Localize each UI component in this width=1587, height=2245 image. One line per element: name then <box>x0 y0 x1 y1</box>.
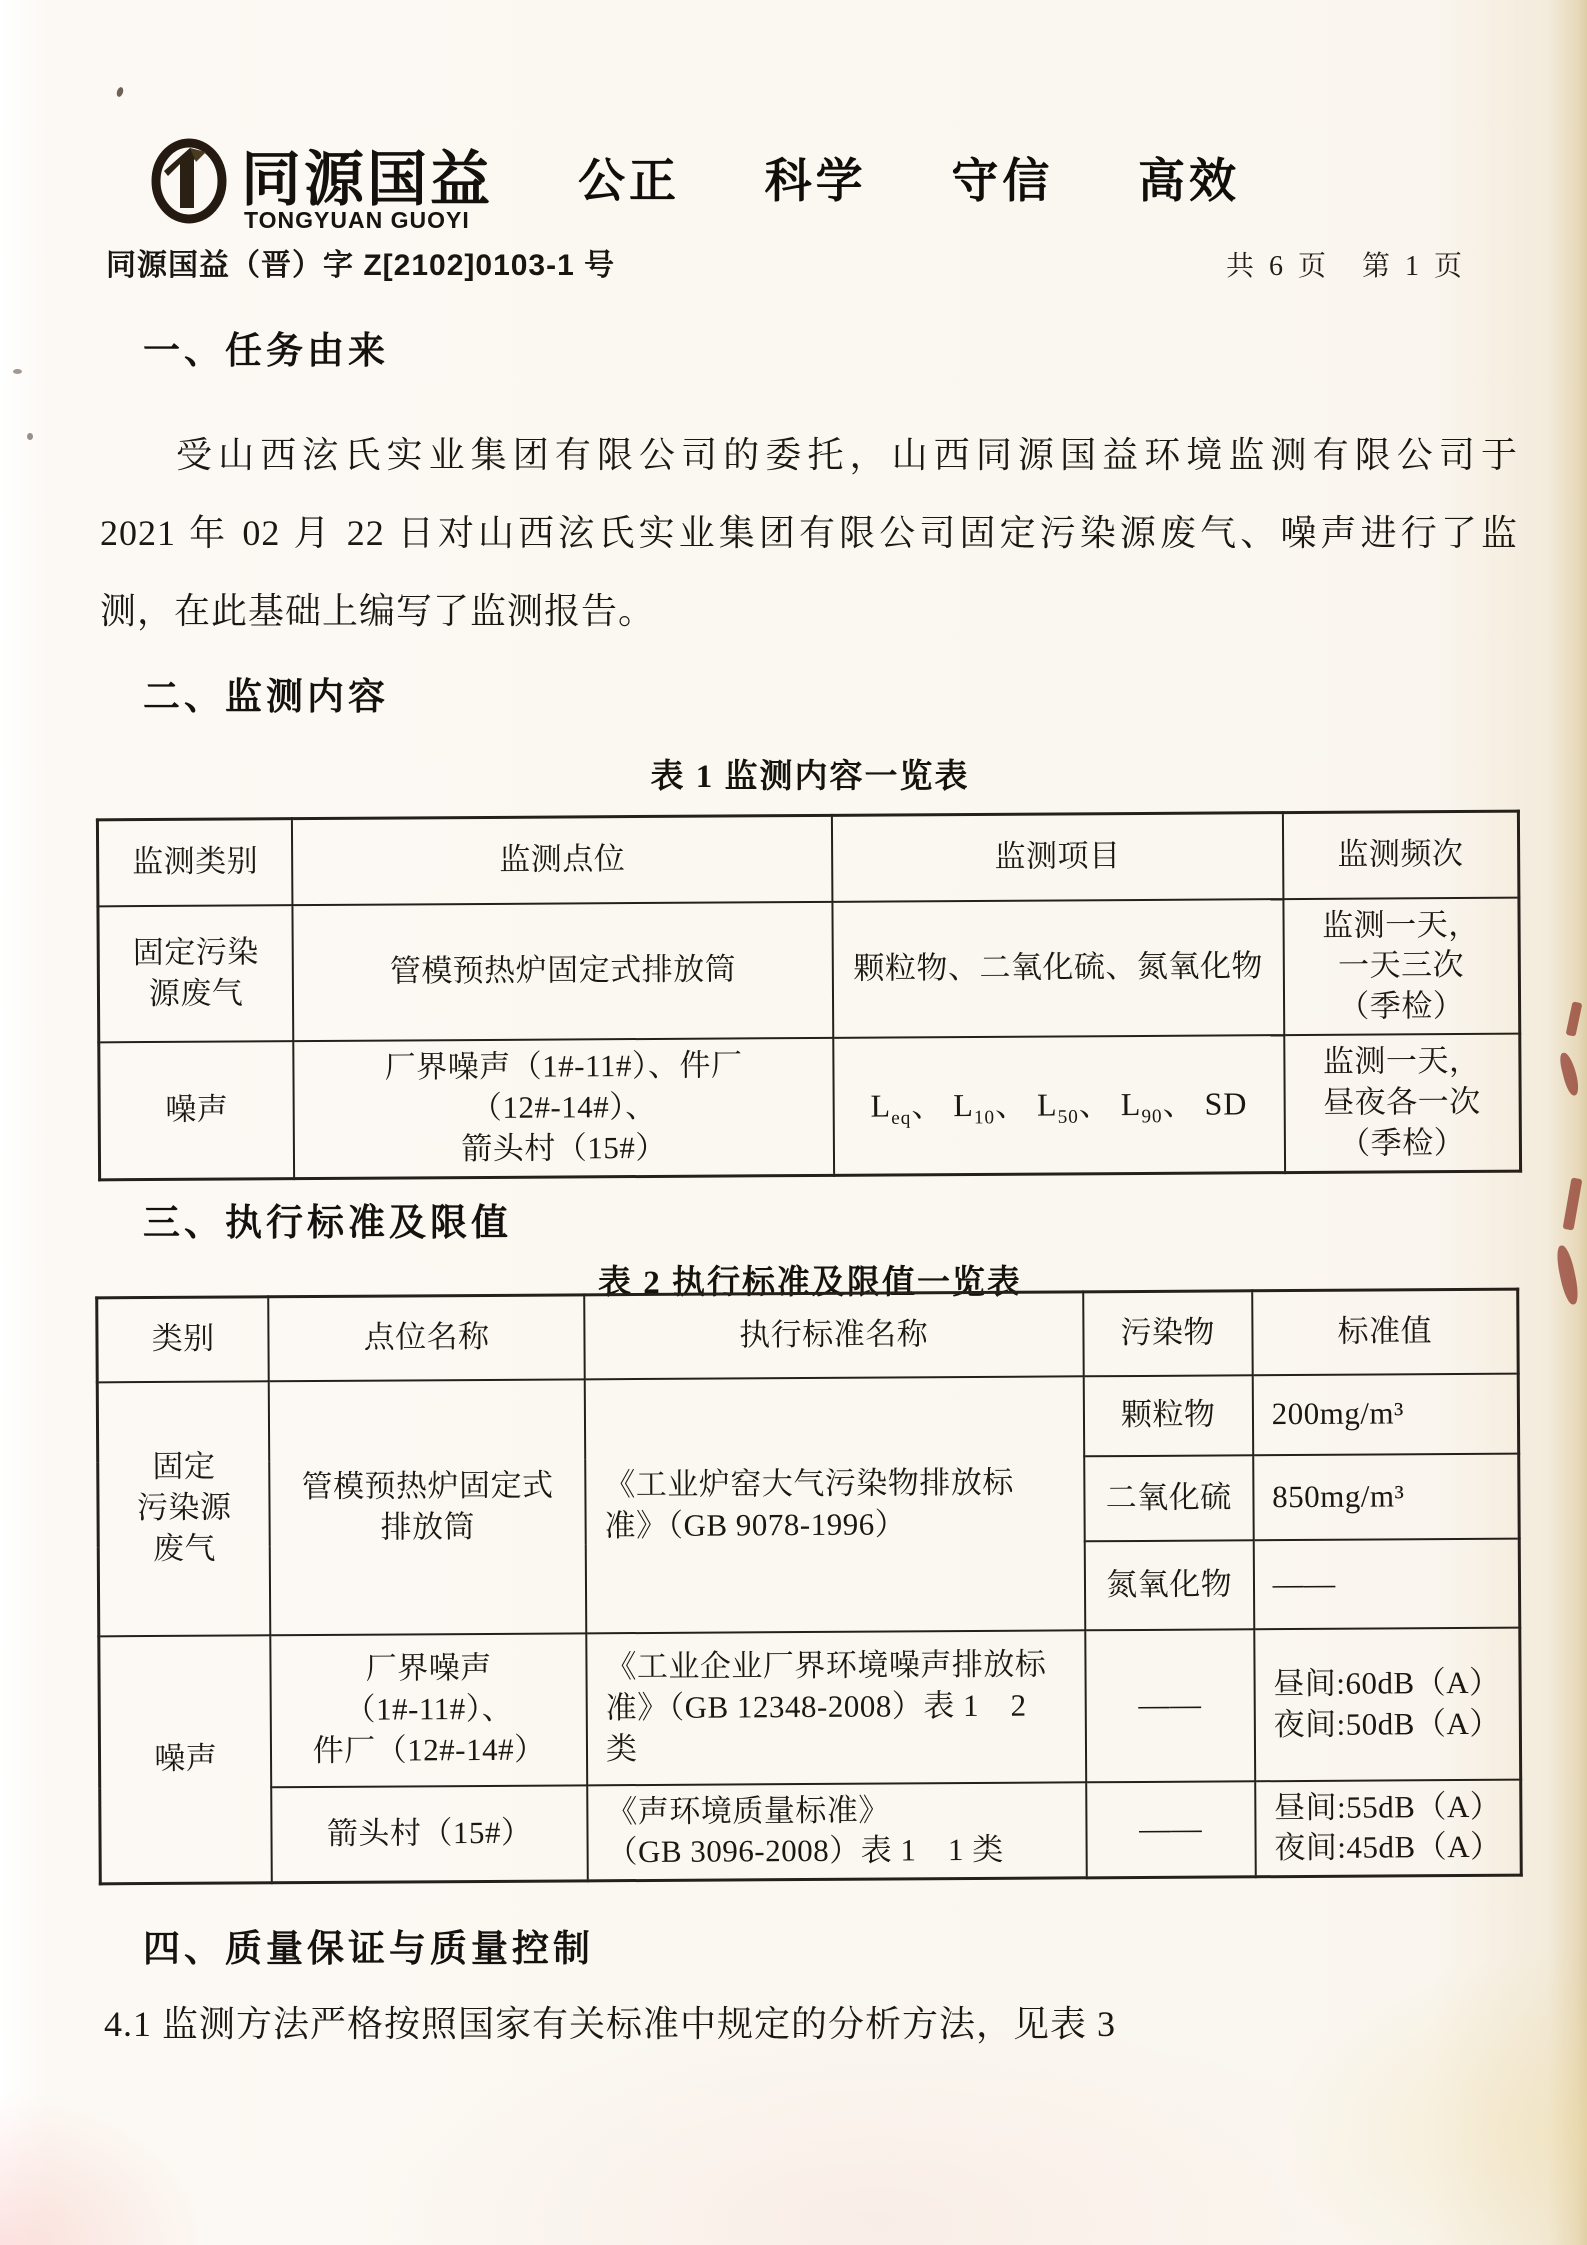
document-number: 同源国益（晋）字 Z[2102]0103-1 号 <box>106 249 616 282</box>
edge-ink-mark <box>1563 1177 1583 1230</box>
cell-pollutant: 氮氧化物 <box>1084 1540 1254 1630</box>
cell-pollutant: 二氧化硫 <box>1084 1455 1254 1541</box>
standards-limits-table <box>95 1288 1523 1886</box>
cell-limit: 昼间:60dB（A） 夜间:50dB（A） <box>1254 1627 1521 1781</box>
clause-4-1: 4.1 监测方法严格按照国家有关标准中规定的分析方法，见表 3 <box>104 2004 1117 2044</box>
cell-category: 噪声 <box>99 1041 295 1179</box>
col-header-pollutant: 污染物 <box>1083 1291 1253 1376</box>
table-header-row <box>97 1289 1518 1382</box>
table-row-village-noise <box>100 1779 1522 1884</box>
cell-pollutant: —— <box>1086 1781 1256 1878</box>
table2-title: 表 2 执行标准及限值一览表 <box>598 1265 1022 1301</box>
scan-speck <box>116 86 125 97</box>
cell-point: 厂界噪声（1#-11#）、件厂（12#-14#）、 箭头村（15#） <box>293 1038 834 1179</box>
edge-ink-mark <box>1566 1001 1583 1036</box>
cell-pollutant: 颗粒物 <box>1083 1375 1253 1456</box>
col-header-point: 监测点位 <box>292 815 832 904</box>
section4-title: 四、质量保证与质量控制 <box>143 1928 594 1969</box>
col-header-standard-name: 执行标准名称 <box>584 1292 1083 1379</box>
cell-standard: 《工业企业厂界环境噪声排放标 准》（GB 12348-2008）表 1 2 类 <box>586 1630 1086 1785</box>
section2-title: 二、监测内容 <box>143 676 389 717</box>
col-header-frequency: 监测频次 <box>1282 811 1518 898</box>
logo-english-name: TONGYUAN GUOYI <box>244 207 470 233</box>
paragraph-line: 2021 年 02 月 22 日对山西泫氏实业集团有限公司固定污染源废气、噪声进行了监 <box>100 513 1518 553</box>
cell-limit: —— <box>1253 1538 1519 1629</box>
cell-standard: 《声环境质量标准》 （GB 3096-2008）表 1 1 类 <box>587 1782 1086 1881</box>
col-header-category: 监测类别 <box>97 819 292 906</box>
col-header-category: 类别 <box>97 1297 269 1382</box>
cell-point-gas: 管模预热炉固定式 排放筒 <box>269 1379 586 1635</box>
scan-speck <box>13 369 22 374</box>
table-row-waste-gas <box>98 897 1520 1042</box>
cell-limit: 昼间:55dB（A） 夜间:45dB（A） <box>1255 1779 1521 1877</box>
slogan-integrity: 守信 <box>951 154 1054 207</box>
col-header-items: 监测项目 <box>832 813 1283 902</box>
cell-category-gas: 固定 污染源 废气 <box>97 1381 270 1636</box>
cell-pollutant: —— <box>1085 1629 1255 1782</box>
document-meta-line <box>106 240 1466 284</box>
cell-limit: 850mg/m³ <box>1253 1453 1519 1540</box>
page-number-info: 共 6 页 第 1 页 <box>1225 251 1466 282</box>
section1-title: 一、任务由来 <box>143 330 389 371</box>
noise-params-cell: $L_{eq}$、 $L_{10}$、 $L_{50}$、 $L_{90}$、 SD <box>833 1035 1284 1175</box>
cell-point: 箭头村（15#） <box>272 1785 588 1883</box>
paragraph-line: 测，在此基础上编写了监测报告。 <box>100 591 656 631</box>
col-header-limit: 标准值 <box>1252 1289 1518 1375</box>
table-row-boundary-noise <box>99 1627 1521 1788</box>
cell-point: 厂界噪声（1#-11#）、 件厂（12#-14#） <box>271 1633 587 1787</box>
col-header-point-name: 点位名称 <box>269 1295 585 1381</box>
edge-ink-mark <box>1558 1051 1581 1097</box>
cell-items: 颗粒物、二氧化硫、氮氧化物 <box>833 899 1284 1038</box>
table-row-particulate <box>97 1373 1518 1462</box>
cell-frequency: 监测一天， 一天三次 （季检） <box>1283 897 1520 1035</box>
cell-frequency: 监测一天， 昼夜各一次 （季检） <box>1284 1034 1521 1173</box>
section1-paragraph <box>100 416 1518 650</box>
edge-ink-mark <box>1554 1244 1581 1306</box>
logo-chinese-name: 同源国益 <box>241 146 493 213</box>
cell-standard-gas: 《工业炉窑大气污染物排放标 准》（GB 9078-1996） <box>585 1376 1085 1633</box>
tongyuan-logo-icon <box>150 138 228 224</box>
slogan-efficiency: 高效 <box>1137 154 1240 207</box>
paragraph-line: 受山西泫氏实业集团有限公司的委托，山西同源国益环境监测有限公司于 <box>176 435 1518 475</box>
cell-category: 固定污染 源废气 <box>98 905 294 1043</box>
cell-point: 管模预热炉固定式排放筒 <box>293 901 834 1041</box>
letterhead-slogans <box>578 144 1240 211</box>
cell-category-noise: 噪声 <box>99 1635 272 1884</box>
scan-speck <box>27 433 33 440</box>
section3-title: 三、执行标准及限值 <box>143 1202 512 1243</box>
table-header-row <box>97 811 1518 906</box>
slogan-justice: 公正 <box>578 154 680 207</box>
slogan-science: 科学 <box>764 154 867 207</box>
table-row-noise <box>99 1034 1521 1180</box>
cell-limit: 200mg/m³ <box>1252 1373 1518 1455</box>
monitoring-content-table <box>96 810 1522 1182</box>
table1-title: 表 1 监测内容一览表 <box>650 759 970 795</box>
